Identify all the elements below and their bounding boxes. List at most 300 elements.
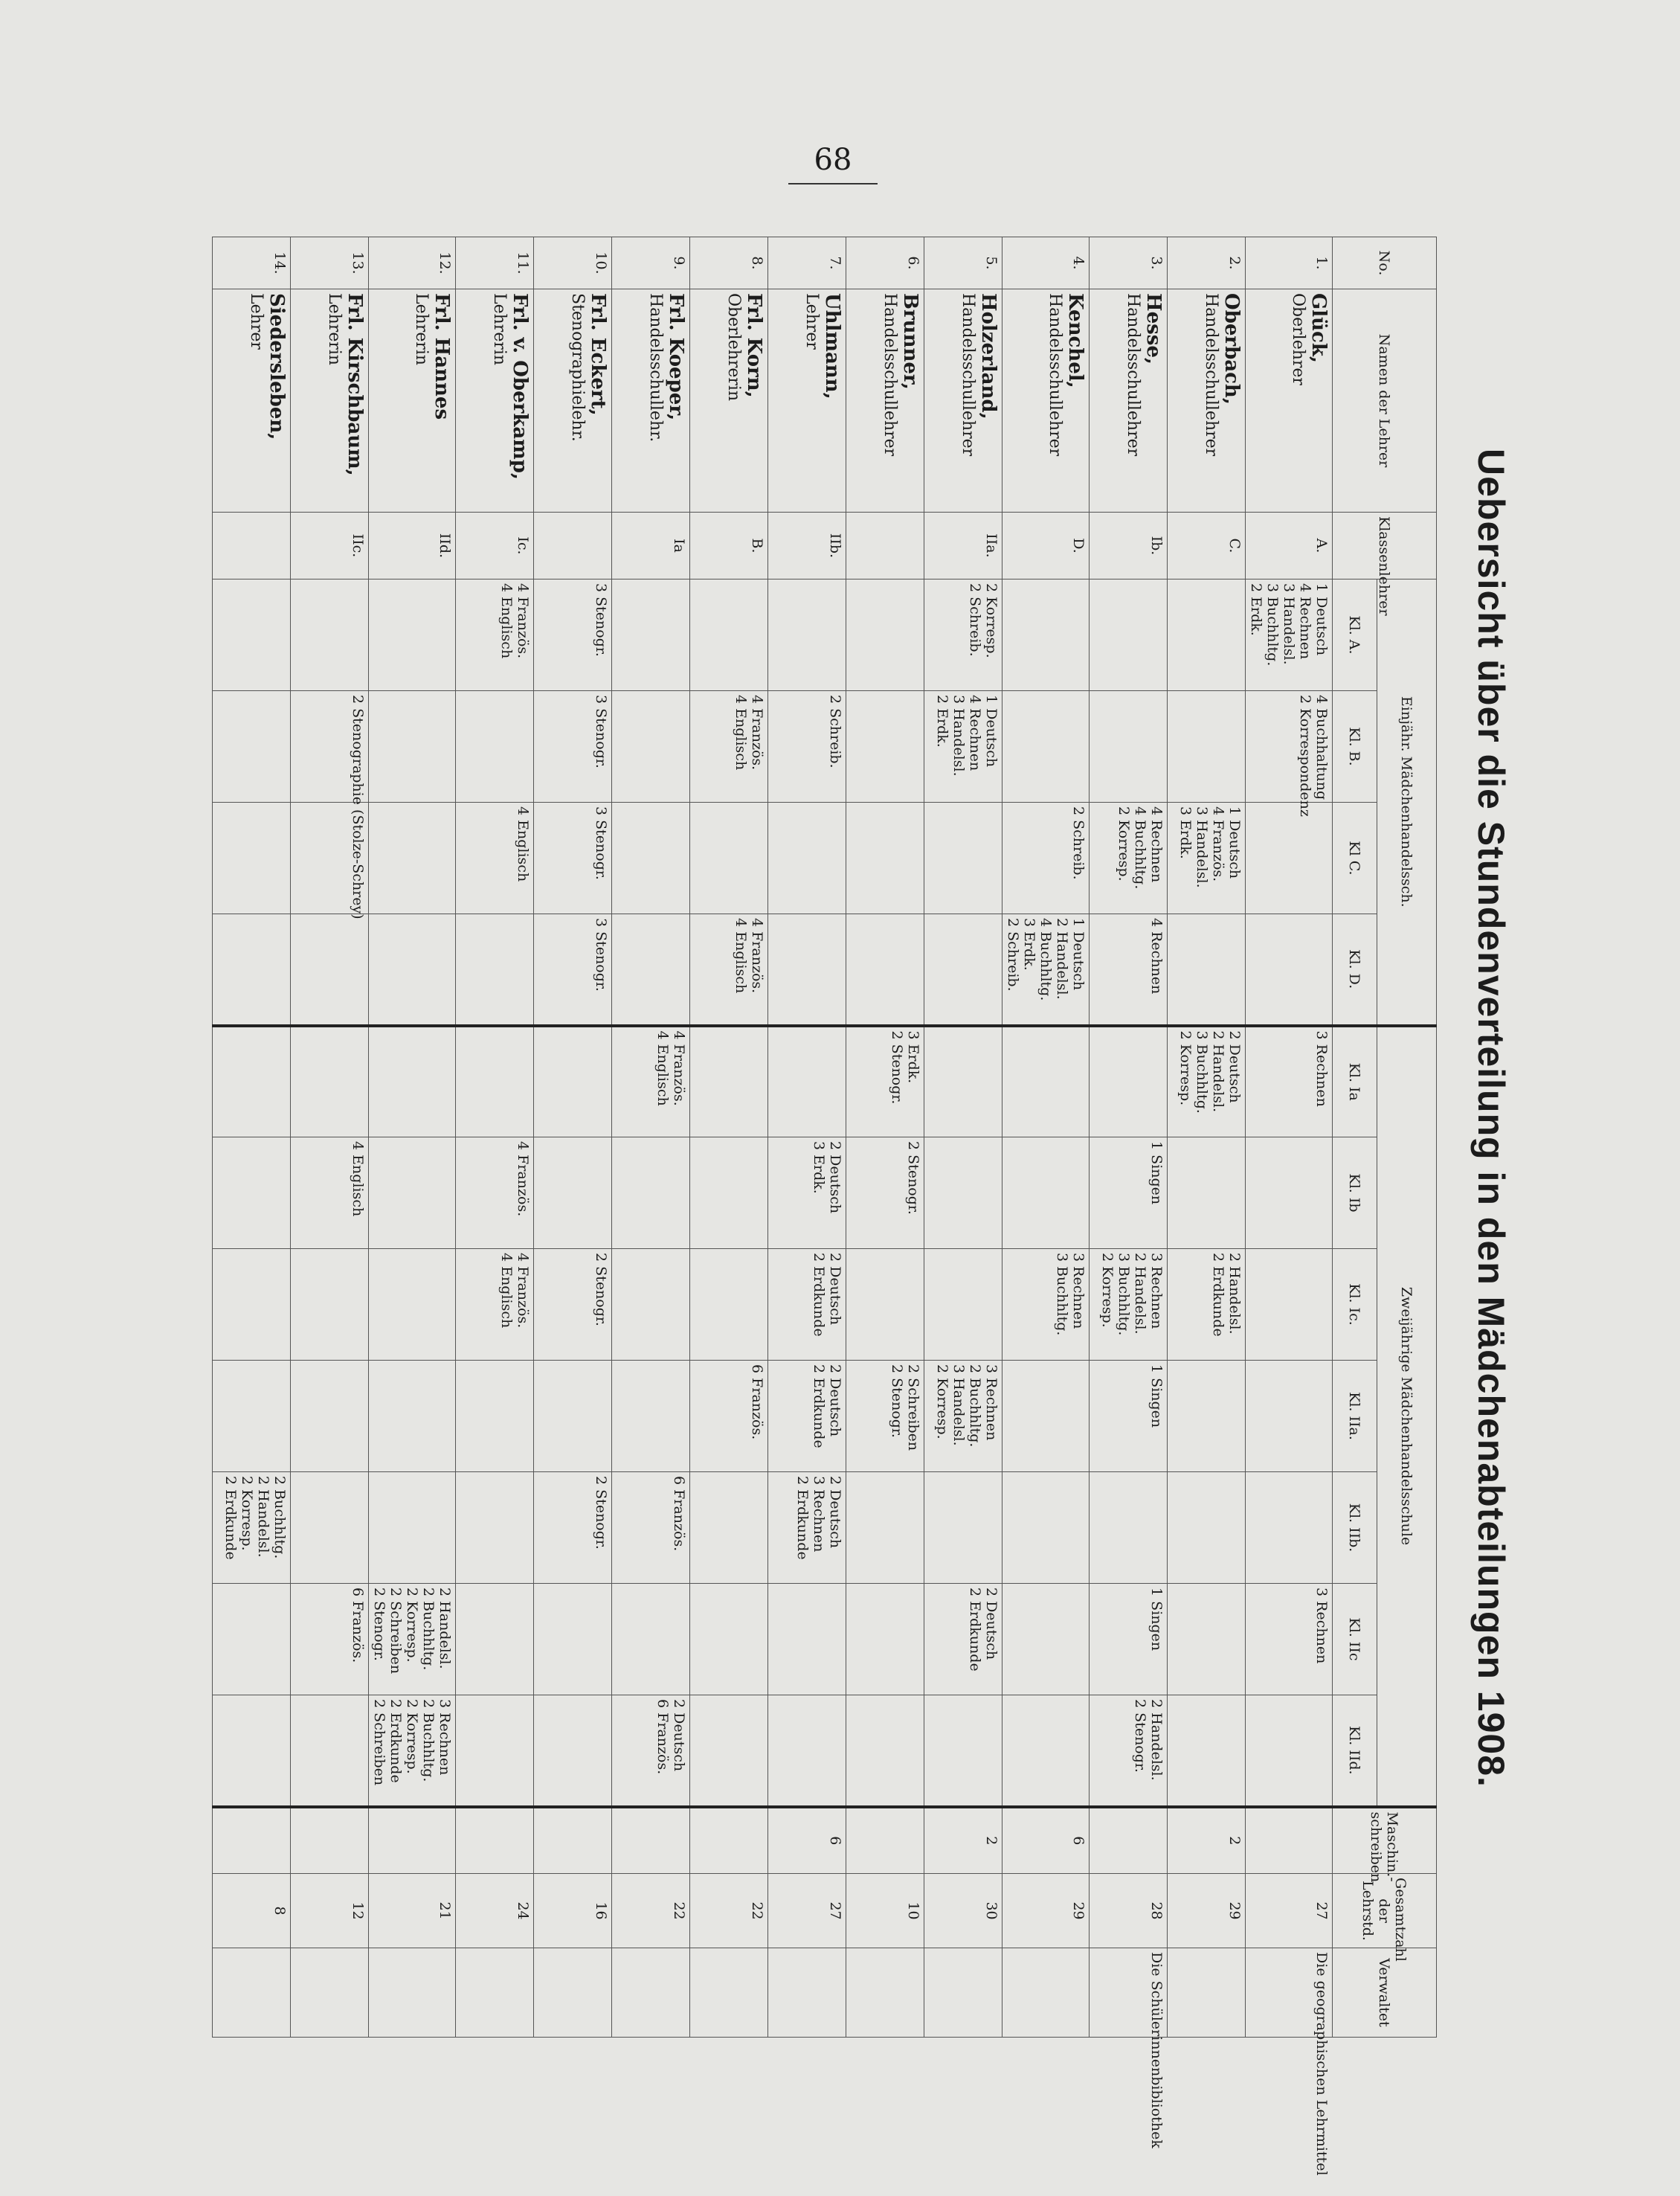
subject-cell bbox=[1002, 1584, 1090, 1695]
cell-line: 3 Erdk. bbox=[905, 1030, 921, 1084]
teacher-name: Frl. v. Oberkamp, bbox=[509, 293, 531, 480]
teacher-cell bbox=[1246, 289, 1333, 513]
cell-line: 2 Deutsch bbox=[1226, 1030, 1243, 1103]
subject-cell bbox=[1246, 580, 1333, 691]
subject-cell bbox=[534, 1472, 612, 1584]
klassenlehrer-cell: B. bbox=[690, 513, 768, 580]
subject-cell bbox=[534, 691, 612, 803]
klassenlehrer-cell bbox=[534, 513, 612, 580]
teacher-cell bbox=[534, 289, 612, 513]
cell-line: 3 Erdk. bbox=[811, 1141, 827, 1194]
class-header: Kl C. bbox=[1333, 803, 1377, 914]
subject-cell bbox=[456, 1584, 534, 1695]
maschin-cell bbox=[1090, 1807, 1168, 1874]
subject-cell bbox=[369, 580, 456, 691]
row-number: 4. bbox=[1002, 237, 1090, 289]
table-row bbox=[456, 237, 534, 2038]
cell-line: 2 Handelsl. bbox=[1054, 918, 1070, 1000]
header-einjaehrig: Einjähr. Mädchenhandelssch. bbox=[1377, 580, 1437, 1026]
subject-cell bbox=[534, 1695, 612, 1807]
cell-line: 2 Erdkunde bbox=[1210, 1253, 1226, 1337]
class-header: Kl. D. bbox=[1333, 914, 1377, 1026]
klassenlehrer-cell: IId. bbox=[369, 513, 456, 580]
table-row bbox=[768, 237, 846, 2038]
class-header: Kl. B. bbox=[1333, 691, 1377, 803]
klassenlehrer-cell: IIb. bbox=[768, 513, 846, 580]
table-row bbox=[612, 237, 690, 2038]
subject-cell bbox=[924, 1472, 1002, 1584]
teacher-name: Frl. Korn, bbox=[743, 293, 765, 398]
subject-cell bbox=[690, 1361, 768, 1472]
subject-cell bbox=[1168, 1026, 1246, 1137]
cell-line: 2 Schreiben bbox=[905, 1364, 921, 1451]
subject-cell bbox=[924, 1026, 1002, 1137]
verwaltet-cell bbox=[768, 1948, 846, 2038]
cell-line: 3 Rechnen bbox=[1148, 1253, 1165, 1329]
teacher-rank: Handelsschullehrer bbox=[959, 293, 977, 457]
verwaltet-cell bbox=[213, 1948, 291, 2038]
row-number: 11. bbox=[456, 237, 534, 289]
cell-line: 1 Deutsch bbox=[983, 695, 1000, 768]
cell-line: 3 Buchhltg. bbox=[1116, 1253, 1132, 1336]
subject-cell bbox=[612, 1472, 690, 1584]
cell-line: 2 Stenogr. bbox=[593, 1476, 609, 1550]
subject-cell bbox=[1246, 914, 1333, 1026]
cell-line: 6 Französ. bbox=[654, 1699, 671, 1775]
maschin-cell bbox=[690, 1807, 768, 1874]
klassenlehrer-cell: D. bbox=[1002, 513, 1090, 580]
cell-line: 3 Handelsl. bbox=[1281, 583, 1297, 665]
subject-cell bbox=[369, 1026, 456, 1137]
teacher-cell bbox=[846, 289, 924, 513]
subject-cell bbox=[1090, 1584, 1168, 1695]
subject-cell bbox=[924, 1584, 1002, 1695]
subject-cell bbox=[1168, 580, 1246, 691]
cell-line: 2 Buchhltg. bbox=[967, 1364, 983, 1448]
cell-line: 2 Stenogr. bbox=[1132, 1699, 1148, 1773]
maschin-cell: 6 bbox=[1002, 1807, 1090, 1874]
cell-line: 2 Erdkunde bbox=[222, 1476, 239, 1560]
cell-line: 2 Schreib. bbox=[967, 583, 983, 657]
subject-cell bbox=[291, 1472, 369, 1584]
table-row bbox=[1168, 237, 1246, 2038]
subject-cell bbox=[213, 803, 291, 914]
subject-cell bbox=[1002, 691, 1090, 803]
cell-line: 2 Erdkunde bbox=[811, 1364, 827, 1448]
subject-cell bbox=[924, 1249, 1002, 1361]
subject-cell bbox=[456, 1026, 534, 1137]
teacher-rank: Stenographielehr. bbox=[568, 293, 587, 442]
cell-line: 4 Englisch bbox=[515, 806, 531, 882]
subject-cell bbox=[1168, 1137, 1246, 1249]
cell-line: 4 Buchhltg. bbox=[1132, 806, 1148, 890]
cell-line: 4 Rechnen bbox=[1297, 583, 1313, 660]
verwaltet-cell bbox=[369, 1948, 456, 2038]
teacher-rank: Handelsschullehr. bbox=[646, 293, 665, 443]
subject-cell bbox=[1246, 691, 1333, 817]
cell-line: 3 Handelsl. bbox=[950, 1364, 967, 1446]
gesamt-cell: 24 bbox=[456, 1874, 534, 1948]
subject-cell bbox=[690, 1026, 768, 1137]
teacher-cell bbox=[1002, 289, 1090, 513]
row-number: 9. bbox=[612, 237, 690, 289]
subject-cell bbox=[213, 914, 291, 1026]
subject-cell bbox=[1246, 1137, 1333, 1249]
teacher-cell bbox=[456, 289, 534, 513]
subject-cell bbox=[534, 914, 612, 1026]
maschin-cell bbox=[846, 1807, 924, 1874]
teacher-name: Holzerland, bbox=[977, 293, 1000, 420]
subject-cell bbox=[612, 1584, 690, 1695]
subject-cell bbox=[1090, 580, 1168, 691]
cell-line: 2 Korresp. bbox=[1099, 1253, 1116, 1328]
cell-line: 2 Handelsl. bbox=[1148, 1699, 1165, 1781]
header-zweijaehrig: Zweijährige Mädchenhandelsschule bbox=[1377, 1026, 1437, 1807]
subject-cell bbox=[213, 1361, 291, 1472]
row-number: 3. bbox=[1090, 237, 1168, 289]
gesamt-cell: 29 bbox=[1002, 1874, 1090, 1948]
subject-cell bbox=[924, 914, 1002, 1026]
teacher-name: Siedersleben, bbox=[265, 293, 288, 440]
table-row bbox=[1090, 237, 1168, 2038]
verwaltet-cell bbox=[291, 1948, 369, 2038]
subject-cell bbox=[291, 1695, 369, 1807]
subject-cell bbox=[768, 580, 846, 691]
teacher-cell bbox=[1090, 289, 1168, 513]
maschin-cell: 2 bbox=[1168, 1807, 1246, 1874]
cell-line: 2 Deutsch bbox=[671, 1699, 687, 1772]
maschin-cell bbox=[456, 1807, 534, 1874]
subject-cell bbox=[1090, 1137, 1168, 1249]
cell-line: 3 Stenogr. bbox=[593, 918, 609, 992]
maschin-cell bbox=[612, 1807, 690, 1874]
cell-line: 3 Stenogr. bbox=[593, 695, 609, 768]
verwaltet-cell bbox=[1090, 1948, 1168, 2148]
cell-line: 2 Erdkunde bbox=[967, 1587, 983, 1672]
subject-cell bbox=[369, 1137, 456, 1249]
subject-cell bbox=[612, 1026, 690, 1137]
subject-cell bbox=[456, 914, 534, 1026]
subject-cell bbox=[846, 1695, 924, 1807]
gesamt-cell: 10 bbox=[846, 1874, 924, 1948]
table-row bbox=[1002, 237, 1090, 2038]
subject-cell bbox=[768, 1695, 846, 1807]
subject-cell bbox=[291, 691, 369, 919]
subject-cell bbox=[369, 1584, 456, 1695]
cell-line: 4 Englisch bbox=[498, 1253, 515, 1329]
subject-cell bbox=[1002, 1137, 1090, 1249]
teacher-rows bbox=[213, 237, 1333, 2176]
klassenlehrer-cell bbox=[846, 513, 924, 580]
verwaltet-cell bbox=[612, 1948, 690, 2038]
cell-line: 2 Erdkunde bbox=[811, 1253, 827, 1337]
subject-cell bbox=[768, 1249, 846, 1361]
gesamt-cell: 28 bbox=[1090, 1874, 1168, 1948]
subject-cell bbox=[1002, 1472, 1090, 1584]
cell-line: 2 Korresp. bbox=[239, 1476, 255, 1551]
teacher-name: Glück, bbox=[1307, 293, 1330, 363]
cell-line: 4 Englisch bbox=[654, 1030, 671, 1106]
table-row bbox=[924, 237, 1002, 2038]
cell-line: 2 Deutsch bbox=[827, 1141, 843, 1214]
table-row bbox=[369, 237, 456, 2038]
teacher-rank: Handelsschullehrer bbox=[1124, 293, 1142, 457]
subject-cell bbox=[1090, 1361, 1168, 1472]
cell-line: 1 Deutsch bbox=[1070, 918, 1087, 991]
subject-cell bbox=[213, 580, 291, 691]
subject-cell bbox=[213, 1026, 291, 1137]
teacher-cell bbox=[291, 289, 369, 513]
cell-line: 3 Rechnen bbox=[983, 1364, 1000, 1441]
subject-cell bbox=[291, 1584, 369, 1695]
subject-cell bbox=[213, 1695, 291, 1807]
cell-line: 2 Stenographie (Stolze-Schrey) bbox=[350, 695, 366, 919]
subject-cell bbox=[213, 691, 291, 803]
subject-cell bbox=[456, 1249, 534, 1361]
subject-cell bbox=[846, 1249, 924, 1361]
cell-line: 1 Deutsch bbox=[1226, 806, 1243, 879]
cell-line: 2 Stenogr. bbox=[593, 1253, 609, 1326]
cell-line: 3 Rechnen bbox=[1313, 1587, 1330, 1664]
subject-cell bbox=[1090, 1026, 1168, 1137]
gesamt-cell: 27 bbox=[768, 1874, 846, 1948]
cell-line: 2 Stenogr. bbox=[371, 1587, 387, 1661]
subject-cell bbox=[456, 580, 534, 691]
subject-cell bbox=[534, 803, 612, 914]
teacher-rank: Handelsschullehrer bbox=[1202, 293, 1220, 457]
table-row bbox=[1246, 237, 1333, 2038]
row-number: 5. bbox=[924, 237, 1002, 289]
subject-cell bbox=[768, 1361, 846, 1472]
subject-cell bbox=[1246, 1472, 1333, 1584]
cell-line: Die geographischen Lehrmittel bbox=[1313, 1952, 1330, 2176]
row-number: 7. bbox=[768, 237, 846, 289]
klassenlehrer-cell: Ib. bbox=[1090, 513, 1168, 580]
gesamt-cell: 22 bbox=[690, 1874, 768, 1948]
header-klassenlehrer: Klassenlehrer bbox=[1333, 513, 1437, 580]
subject-cell bbox=[768, 1584, 846, 1695]
subject-cell bbox=[690, 1249, 768, 1361]
header-maschin: Maschin.-schreiben bbox=[1333, 1807, 1437, 1874]
cell-line: 4 Buchhaltung bbox=[1313, 695, 1330, 800]
subject-cell bbox=[924, 691, 1002, 803]
subject-cell bbox=[690, 1472, 768, 1584]
cell-line: 4 Rechnen bbox=[1148, 918, 1165, 995]
table-row bbox=[213, 237, 291, 2038]
subject-cell bbox=[612, 803, 690, 914]
subject-cell bbox=[1168, 691, 1246, 803]
subject-cell bbox=[1002, 580, 1090, 691]
subject-cell bbox=[213, 1137, 291, 1249]
klassenlehrer-cell: A. bbox=[1246, 513, 1333, 580]
cell-line: 2 Korresp. bbox=[983, 583, 1000, 658]
row-number: 1. bbox=[1246, 237, 1333, 289]
cell-line: 2 Handelsl. bbox=[255, 1476, 271, 1558]
subject-cell bbox=[1002, 914, 1090, 1026]
cell-line: 3 Erdk. bbox=[1021, 918, 1037, 971]
cell-line: 4 Französ. bbox=[515, 583, 531, 659]
cell-line: 6 Französ. bbox=[749, 1364, 765, 1440]
subject-cell bbox=[1246, 1361, 1333, 1472]
teacher-name: Hesse, bbox=[1142, 293, 1165, 365]
verwaltet-cell bbox=[846, 1948, 924, 2038]
cell-line: 4 Französ. bbox=[749, 695, 765, 771]
subject-cell bbox=[690, 1584, 768, 1695]
gesamt-cell: 21 bbox=[369, 1874, 456, 1948]
maschin-cell bbox=[1246, 1807, 1333, 1874]
cell-line: 2 Erdk. bbox=[934, 695, 950, 748]
teacher-cell bbox=[213, 289, 291, 513]
cell-line: 2 Handelsl. bbox=[1226, 1253, 1243, 1335]
subject-cell bbox=[291, 1249, 369, 1361]
teacher-name: Kenchel, bbox=[1064, 293, 1087, 388]
verwaltet-cell bbox=[534, 1948, 612, 2038]
cell-line: 3 Stenogr. bbox=[593, 806, 609, 880]
subject-cell bbox=[768, 1026, 846, 1137]
subject-cell bbox=[291, 580, 369, 691]
cell-line: 4 Englisch bbox=[733, 695, 749, 771]
subject-cell bbox=[369, 1249, 456, 1361]
subject-cell bbox=[1090, 1472, 1168, 1584]
cell-line: 3 Rechnen bbox=[1070, 1253, 1087, 1329]
row-number: 2. bbox=[1168, 237, 1246, 289]
cell-line: 2 Erdk. bbox=[1248, 583, 1264, 636]
cell-line: 2 Buchhltg. bbox=[420, 1699, 437, 1782]
teacher-name: Frl. Koeper, bbox=[665, 293, 687, 421]
subject-cell bbox=[534, 1026, 612, 1137]
cell-line: 2 Korresp. bbox=[404, 1587, 420, 1663]
subject-cell bbox=[612, 1361, 690, 1472]
maschin-cell bbox=[534, 1807, 612, 1874]
subject-cell bbox=[534, 1361, 612, 1472]
subject-cell bbox=[1090, 914, 1168, 1026]
subject-cell bbox=[612, 1695, 690, 1807]
subject-cell bbox=[846, 580, 924, 691]
subject-cell bbox=[846, 914, 924, 1026]
table-row bbox=[846, 237, 924, 2038]
subject-cell bbox=[612, 691, 690, 803]
verwaltet-cell bbox=[456, 1948, 534, 2038]
cell-line: 3 Rechnen bbox=[811, 1476, 827, 1553]
subject-cell bbox=[1246, 1026, 1333, 1137]
cell-line: 6 Französ. bbox=[350, 1587, 366, 1663]
subject-cell bbox=[768, 914, 846, 1026]
cell-line: 1 Deutsch bbox=[1313, 583, 1330, 656]
cell-line: 2 Deutsch bbox=[827, 1476, 843, 1549]
row-number: 10. bbox=[534, 237, 612, 289]
subject-cell bbox=[369, 803, 456, 914]
cell-line: 3 Handelsl. bbox=[950, 695, 967, 777]
cell-line: 2 Handelsl. bbox=[1210, 1030, 1226, 1113]
subject-cell bbox=[291, 1026, 369, 1137]
teacher-name: Oberbach, bbox=[1220, 293, 1243, 405]
table-row bbox=[291, 237, 369, 2038]
subject-cell bbox=[291, 1361, 369, 1472]
class-header: Kl. Ic. bbox=[1333, 1249, 1377, 1361]
cell-line: 3 Rechnen bbox=[1313, 1030, 1330, 1107]
cell-line: 2 Schreib. bbox=[1070, 806, 1087, 880]
subject-cell bbox=[213, 1472, 291, 1584]
gesamt-cell: 30 bbox=[924, 1874, 1002, 1948]
page-number: 68 bbox=[788, 143, 878, 184]
subject-cell bbox=[846, 1472, 924, 1584]
subject-cell bbox=[1246, 1695, 1333, 1807]
subject-cell bbox=[924, 580, 1002, 691]
subject-cell bbox=[369, 1472, 456, 1584]
cell-line: 2 Erdkunde bbox=[387, 1699, 404, 1783]
subject-cell bbox=[534, 580, 612, 691]
cell-line: 3 Buchhltg. bbox=[1264, 583, 1281, 667]
subject-cell bbox=[690, 803, 768, 914]
class-header: Kl. IIb. bbox=[1333, 1472, 1377, 1584]
cell-line: 1 Singen bbox=[1148, 1364, 1165, 1428]
subject-cell bbox=[1168, 1695, 1246, 1807]
subject-cell bbox=[846, 1137, 924, 1249]
gesamt-cell: 22 bbox=[612, 1874, 690, 1948]
subject-cell bbox=[1090, 1249, 1168, 1361]
subject-cell bbox=[1168, 914, 1246, 1026]
subject-cell bbox=[846, 1026, 924, 1137]
table-row bbox=[534, 237, 612, 2038]
cell-line: 1 Singen bbox=[1148, 1141, 1165, 1205]
subject-cell bbox=[1002, 1695, 1090, 1807]
teacher-cell bbox=[369, 289, 456, 513]
row-number: 12. bbox=[369, 237, 456, 289]
verwaltet-cell bbox=[690, 1948, 768, 2038]
subject-cell bbox=[1246, 1584, 1333, 1695]
cell-line: 2 Korresp. bbox=[404, 1699, 420, 1774]
subject-cell bbox=[924, 1361, 1002, 1472]
cell-line: 3 Erdk. bbox=[1177, 806, 1194, 859]
cell-line: 4 Französ. bbox=[515, 1253, 531, 1329]
cell-line: 2 Schreib. bbox=[827, 695, 843, 768]
subject-cell bbox=[1002, 1026, 1090, 1137]
subject-cell bbox=[612, 580, 690, 691]
class-header: Kl. IIc bbox=[1333, 1584, 1377, 1695]
cell-line: 2 Schreib. bbox=[1005, 918, 1021, 992]
teacher-cell bbox=[690, 289, 768, 513]
subject-cell bbox=[291, 1137, 369, 1249]
cell-line: 2 Stenogr. bbox=[889, 1364, 905, 1438]
header-namen: Namen der Lehrer bbox=[1333, 289, 1437, 513]
maschin-cell bbox=[213, 1807, 291, 1874]
row-number: 13. bbox=[291, 237, 369, 289]
teacher-name: Frl. Eckert, bbox=[587, 293, 609, 416]
teacher-rank: Handelsschullehrer bbox=[881, 293, 899, 457]
cell-line: 2 Stenogr. bbox=[905, 1141, 921, 1215]
subject-cell bbox=[690, 914, 768, 1026]
subject-cell bbox=[1168, 1249, 1246, 1361]
verwaltet-cell bbox=[924, 1948, 1002, 2038]
page-title: Uebersicht über die Stundenverteilung in den Mädchenabteilungen 1908. bbox=[1470, 449, 1512, 1788]
cell-line: 2 Handelsl. bbox=[1132, 1253, 1148, 1335]
subject-cell bbox=[612, 1137, 690, 1249]
class-header: Kl. IId. bbox=[1333, 1695, 1377, 1807]
cell-line: Die Schülerinnenbibliothek bbox=[1148, 1952, 1165, 2148]
teacher-rank: Lehrerin bbox=[325, 293, 344, 366]
verwaltet-cell bbox=[1246, 1948, 1333, 2176]
subject-cell bbox=[768, 691, 846, 803]
klassenlehrer-cell: Ia bbox=[612, 513, 690, 580]
maschin-cell: 6 bbox=[768, 1807, 846, 1874]
subject-cell bbox=[1168, 1361, 1246, 1472]
cell-line: 2 Schreiben bbox=[387, 1587, 404, 1675]
teacher-cell bbox=[768, 289, 846, 513]
subject-cell bbox=[213, 1584, 291, 1695]
header-no: No. bbox=[1333, 237, 1437, 289]
subject-cell bbox=[369, 1695, 456, 1807]
subject-cell bbox=[924, 1695, 1002, 1807]
